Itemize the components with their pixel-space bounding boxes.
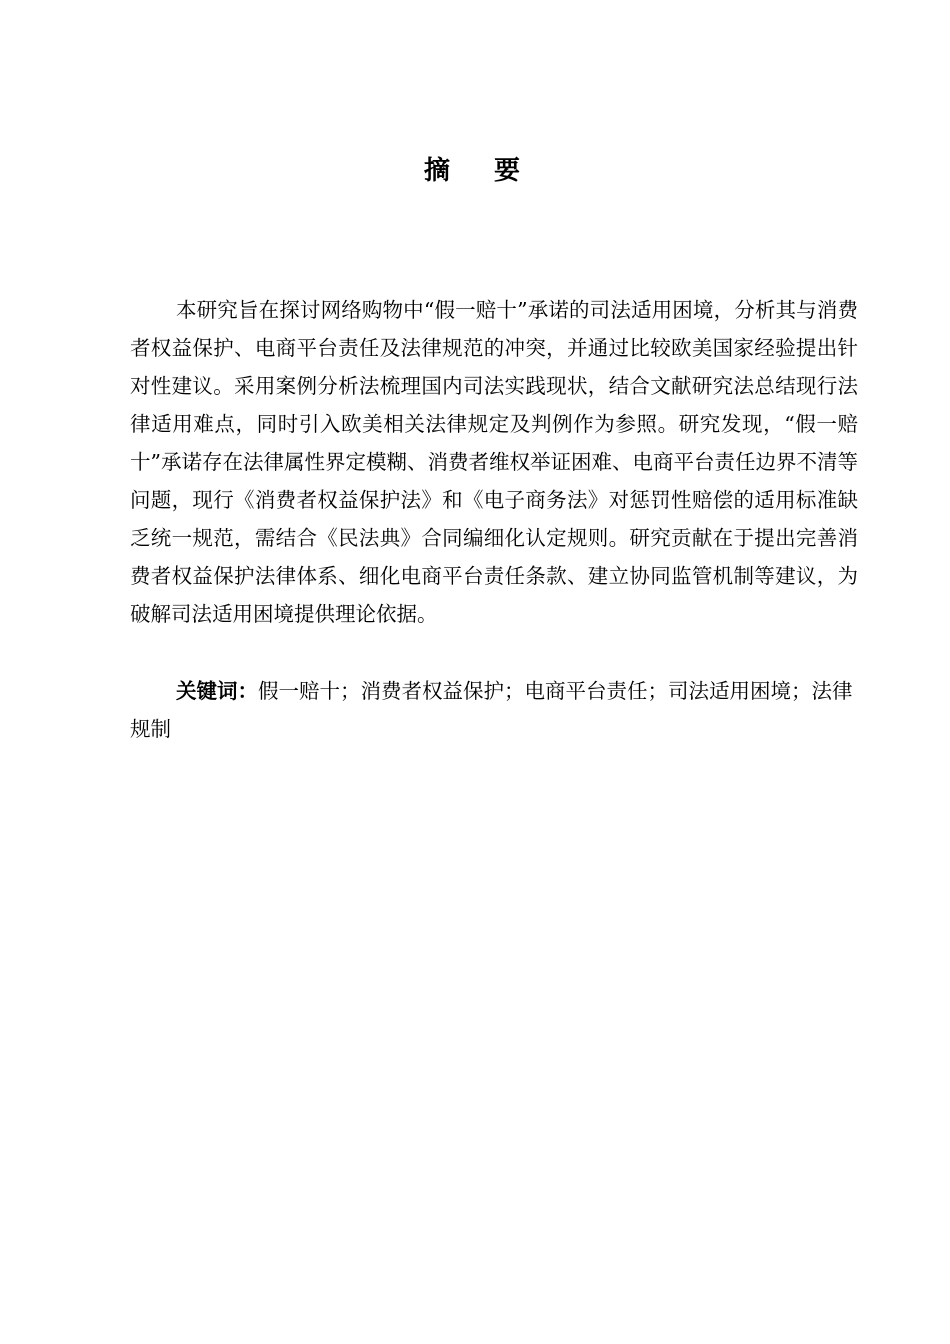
abstract-body: 本研究旨在探讨网络购物中“假一赔十”承诺的司法适用困境，分析其与消费者权益保护、电商平台责任及法律规范的冲突，并通过比较欧美国家经验提出针对性建议。采用案例分析法梳理国内司法实践现状，结合文献研究法总结现行法律适用难点，同时引入欧美相关法律规定及判例作为参照。研究发现，“假一赔十”承诺存在法律属性界定模糊、消费者维权举证困难、电商平台责任边界不清等问题，现行《消费者权益保护法》和《电子商务法》对惩罚性赔偿的适用标准缺乏统一规范，需结合《民法典》合同编细化认定规则。研究贡献在于提出完善消费者权益保护法律体系、细化电商平台责任条款、建立协同监管机制等建议，为破解司法适用困境提供理论依据。 — [130, 298, 858, 626]
keywords-text: 假一赔十；消费者权益保护；电商平台责任；司法适用困境；法律规制 — [130, 679, 853, 741]
keywords-label: 关键词： — [176, 679, 258, 703]
keywords-line — [130, 672, 870, 748]
page-title: 摘要 — [423, 156, 564, 186]
